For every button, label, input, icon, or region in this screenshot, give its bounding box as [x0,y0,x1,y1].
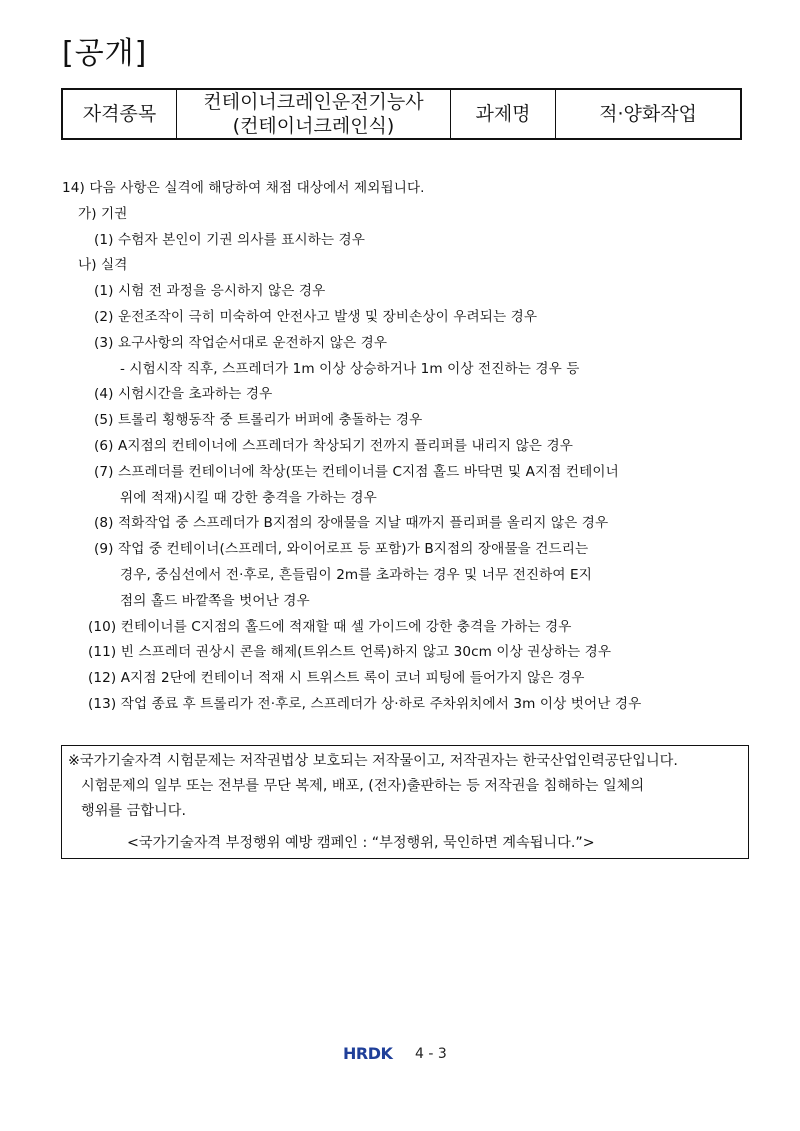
qualification-line1: 컨테이너크레인운전기능사 [203,91,424,113]
page-number: 4 - 3 [415,1046,447,1062]
body-line: 위에 적재)시킬 때 강한 충격을 가하는 경우 [120,489,377,506]
body-line: 가) 기권 [78,205,128,222]
hrdk-logo: HRDK [343,1044,393,1063]
body-line: (11) 빈 스프레더 권상시 콘을 해제(트위스트 언록)하지 않고 30cm 이상 권상하는 경우 [88,644,612,661]
body-line: (13) 작업 종료 후 트롤리가 전·후로, 스프레더가 상·하로 주차위치에서 3m 이상 벗어난 경우 [88,695,642,712]
body-line: (1) 수험자 본인이 기권 의사를 표시하는 경우 [94,231,366,248]
qualification-value [177,89,451,139]
body-line: - 시험시작 직후, 스프레더가 1m 이상 상승하거나 1m 이상 전진하는 경우 등 [120,360,580,377]
body-line: (6) A지점의 컨테이너에 스프레더가 착상되기 전까지 플리퍼를 내리지 않은 경우 [94,437,573,454]
task-label: 과제명 [451,89,556,139]
body-line: (5) 트롤리 횡행동작 중 트롤리가 버퍼에 충돌하는 경우 [94,412,423,429]
public-badge: [공개] [62,36,148,71]
campaign-line: <국가기술자격 부정행위 예방 캠페인 : “부정행위, 묵인하면 계속됩니다.”> [127,835,595,851]
body-line: (1) 시험 전 과정을 응시하지 않은 경우 [94,283,326,300]
body-line: (4) 시험시간을 초과하는 경우 [94,386,273,403]
copyright-notice-box [61,745,749,859]
disqualification-list [62,176,752,718]
body-line: 14) 다음 사항은 실격에 해당하여 채점 대상에서 제외됩니다. [62,180,425,196]
qualification-line2: (컨테이너크레인식) [232,115,395,137]
body-line: (12) A지점 2단에 컨테이너 적재 시 트위스트 록이 코너 피팅에 들어가지 않은 경우 [88,670,585,687]
task-value: 적·양화작업 [556,89,742,139]
body-line: 경우, 중심선에서 전·후로, 흔들림이 2m를 초과하는 경우 및 너무 전진하여 E지 [120,566,592,583]
notice-line-3: 행위를 금합니다. [81,803,186,819]
body-line: 나) 실격 [78,257,128,274]
notice-line-2: 시험문제의 일부 또는 전부를 무단 복제, 배포, (전자)출판하는 등 저작권을 침해하는 일체의 [81,778,645,794]
body-line: (3) 요구사항의 작업순서대로 운전하지 않은 경우 [94,334,388,351]
header-table [61,88,742,140]
body-line: (7) 스프레더를 컨테이너에 착상(또는 컨테이너를 C지점 홀드 바닥면 및 A지점 컨테이너 [94,463,619,480]
body-line: (2) 운전조작이 극히 미숙하여 안전사고 발생 및 장비손상이 우려되는 경우 [94,308,538,325]
body-line: (8) 적화작업 중 스프레더가 B지점의 장애물을 지날 때까지 플리퍼를 올리지 않은 경우 [94,515,609,532]
notice-line-1: ※국가기술자격 시험문제는 저작권법상 보호되는 저작물이고, 저작권자는 한국산업인력공단입니다. [68,753,678,769]
qualification-label: 자격종목 [62,89,177,139]
body-line: (10) 컨테이너를 C지점의 홀드에 적재할 때 셀 가이드에 강한 충격을 가하는 경우 [88,618,572,635]
body-line: 점의 홀드 바깥쪽을 벗어난 경우 [120,592,310,609]
body-line: (9) 작업 중 컨테이너(스프레더, 와이어로프 등 포함)가 B지점의 장애물을 건드리는 [94,541,589,558]
